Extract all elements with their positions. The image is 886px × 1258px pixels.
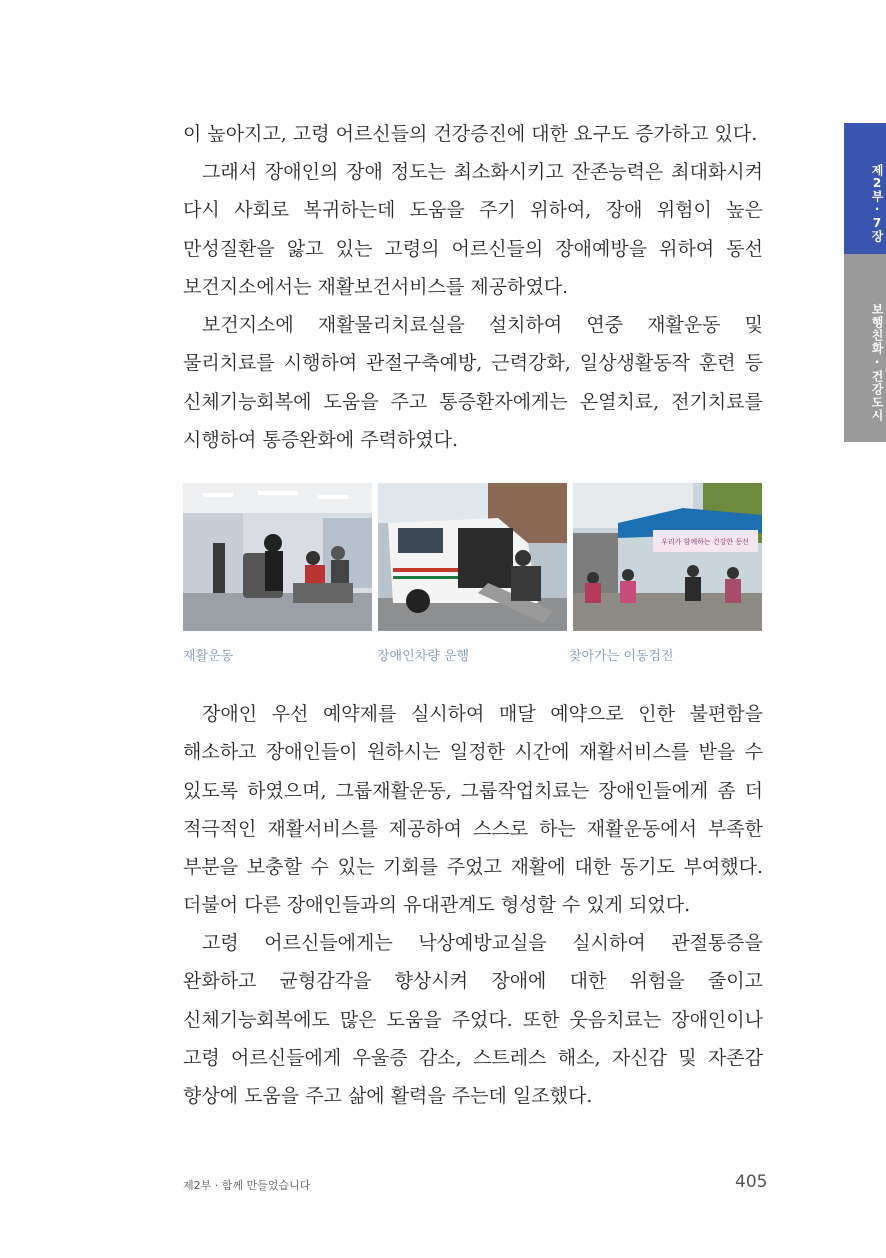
chapter-tab: 제2부·7장	[844, 123, 886, 254]
paragraph-reservation: 장애인 우선 예약제를 실시하여 매달 예약으로 인한 불편함을 해소하고 장애인들이 원하시는 일정한 시간에 재활서비스를 받을 수 있도록 하였으며, 그룹재활운동, 그룹작업치료는 장애인들에게 좀 더 적극적인 재활서비스를 제공하여 스스로 하는 재활운동에서 부족한 부분을 보충할 수 있는 기회를 주었고 재활에 대한 동기도 부여했다. 더불어 다른 장애인들과의 유대관계도 형성할 수 있게 되었다.	[183, 703, 763, 917]
photo-rehab-exercise	[183, 483, 372, 631]
footer-section: 제2부 · 함께 만들었습니다	[183, 1179, 311, 1192]
paragraph-continuation: 이 높아지고, 고령 어르신들의 건강증진에 대한 요구도 증가하고 있다.	[183, 123, 758, 145]
caption-disability-vehicle: 장애인차량 운행	[377, 649, 470, 664]
banner-text: 우리가 함께하는 건강한 동선	[661, 538, 749, 546]
topic-tab: 보행친화·건강도시	[844, 254, 886, 442]
paragraph-elderly-programs: 고령 어르신들에게는 낙상예방교실을 실시하여 관절통증을 완화하고 균형감각을 향상시켜 장애에 대한 위험을 줄이고 신체기능회복에도 많은 도움을 주었다. 또한 웃음치료는 장애인이나 고령 어르신들에게 우울증 감소, 스트레스 해소, 자신감 및 자존감 향상에 도움을 주고 삶에 활력을 주는데 일조했다.	[183, 932, 763, 1108]
photo-mobile-checkup	[573, 483, 762, 631]
photo-disability-vehicle	[378, 483, 567, 631]
paragraph-physio-room: 보건지소에 재활물리치료실을 설치하여 연중 재활운동 및 물리치료를 시행하여 관절구축예방, 근력강화, 일상생활동작 훈련 등 신체기능회복에 도움을 주고 통증환자에게는 온열치료, 전기치료를 시행하여 통증완화에 주력하였다.	[183, 314, 763, 451]
paragraph-service-intro: 그래서 장애인의 장애 정도는 최소화시키고 잔존능력은 최대화시켜 다시 사회로 복귀하는데 도움을 주기 위하여, 장애 위험이 높은 만성질환을 앓고 있는 고령의 어르신들의 장애예방을 위하여 동선 보건지소에서는 재활보건서비스를 제공하였다.	[183, 161, 763, 298]
page-number: 405	[735, 1172, 768, 1192]
caption-rehab-exercise: 재활운동	[183, 649, 234, 664]
caption-mobile-checkup: 찾아가는 이동검진	[569, 649, 674, 664]
